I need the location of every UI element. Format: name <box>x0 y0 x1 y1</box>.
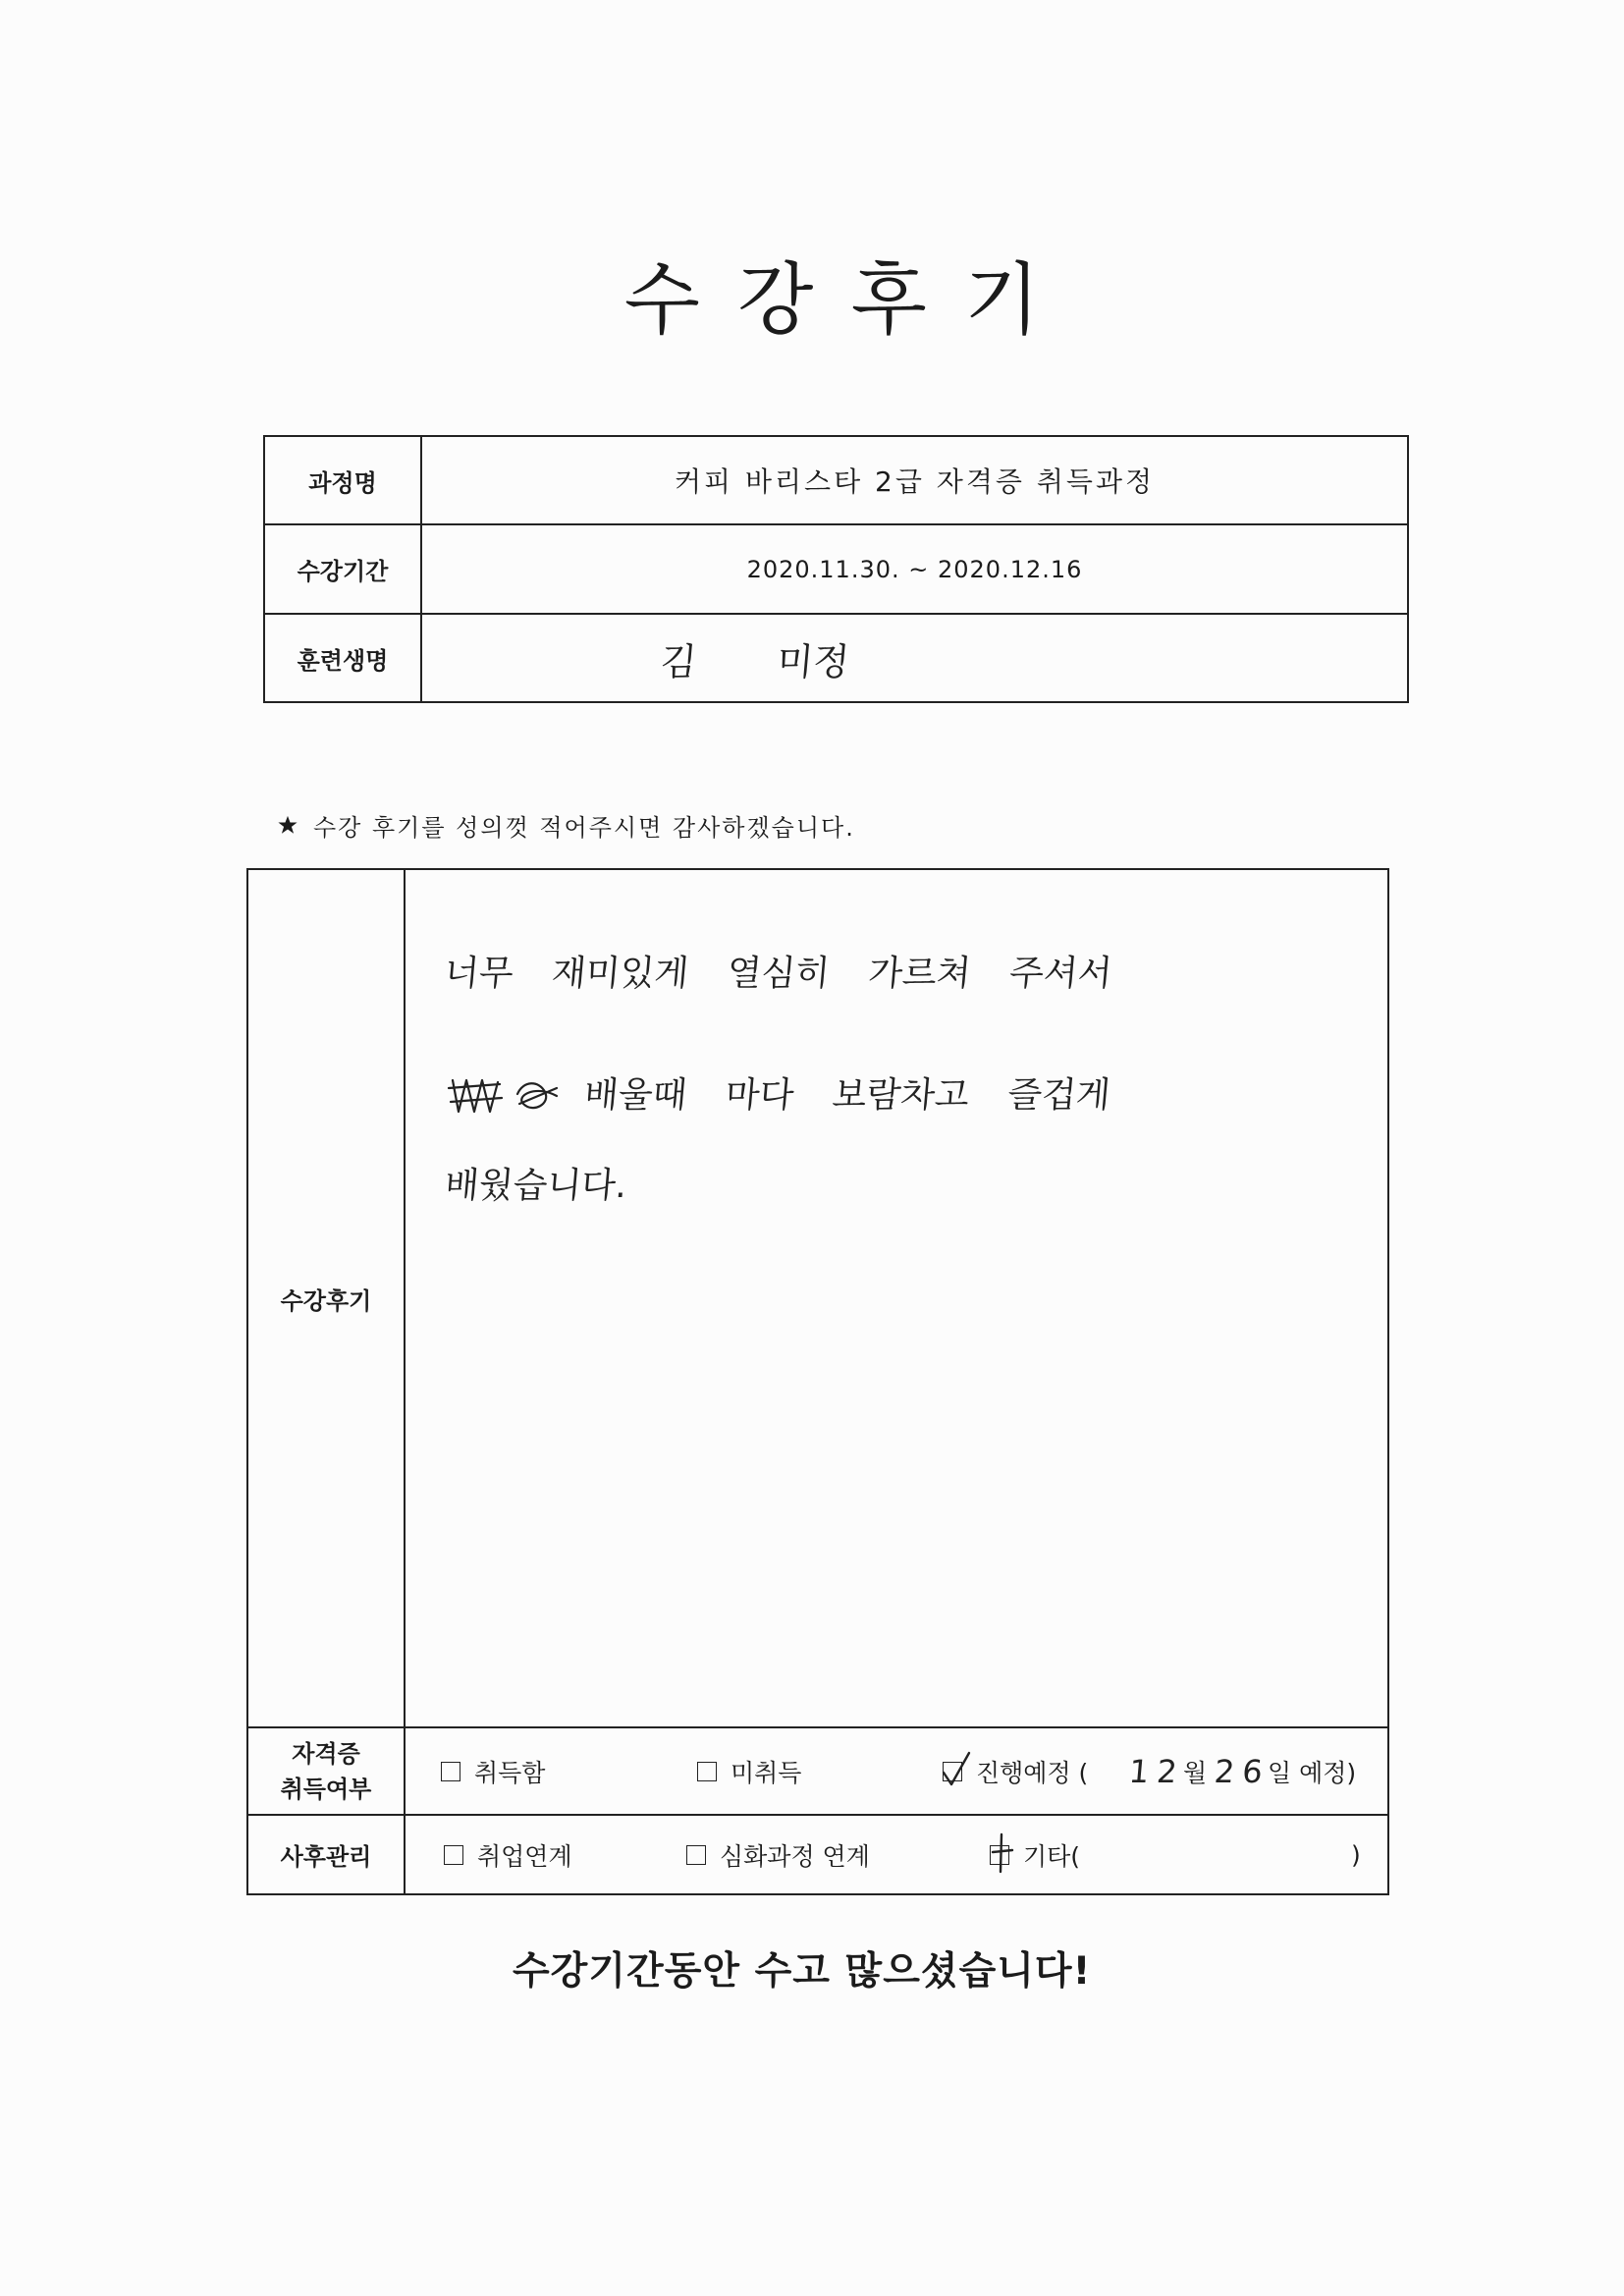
review-line-1: 너무 재미있게 열심히 가르쳐 주셔서 <box>443 954 1114 994</box>
option-job-link-label: 취업연계 <box>477 1841 572 1871</box>
course-period-value: 2020.11.30. ~ 2020.12.16 <box>422 525 1407 615</box>
option-acquired-label: 취득함 <box>474 1758 546 1787</box>
option-advanced-course <box>686 1837 870 1873</box>
option-not-acquired <box>697 1754 801 1789</box>
option-in-progress-label: 진행예정 ( <box>976 1758 1089 1787</box>
course-info-table <box>263 435 1409 703</box>
option-job-link <box>444 1837 572 1873</box>
certification-label <box>248 1728 406 1816</box>
planned-day-handwritten: 26 <box>1213 1752 1272 1790</box>
course-name-label: 과정명 <box>265 437 422 525</box>
option-in-progress <box>943 1754 1088 1789</box>
month-unit: 월 <box>1183 1758 1208 1787</box>
review-line-2: 배울때 마다 보람차고 즐겁게 <box>582 1075 1112 1116</box>
closing-message: 수강기간동안 수고 많으셨습니다! <box>513 1949 1092 1994</box>
checkbox-job-link <box>444 1845 463 1865</box>
checkbox-other <box>990 1845 1009 1865</box>
option-acquired <box>441 1754 545 1789</box>
notice-text: 수강 후기를 성의껏 적어주시면 감사하겠습니다. <box>313 813 855 842</box>
planned-month-handwritten: 12 <box>1127 1752 1187 1790</box>
review-line-3: 배웠습니다. <box>443 1166 629 1206</box>
review-notice <box>278 806 855 844</box>
aftercare-options <box>406 1816 1387 1893</box>
page-title: 수 강 후 기 <box>623 256 1049 344</box>
certification-label-line2: 취득여부 <box>280 1775 372 1803</box>
option-other-close-paren: ) <box>1351 1840 1361 1869</box>
star-icon <box>278 815 298 835</box>
checkbox-in-progress <box>943 1762 962 1781</box>
trainee-name-cell <box>422 615 1407 701</box>
course-period-label: 수강기간 <box>265 525 422 615</box>
trainee-name-label: 훈련생명 <box>265 615 422 701</box>
certification-label-line1: 자격증 <box>292 1739 360 1768</box>
review-body <box>406 870 1387 1728</box>
option-other <box>990 1837 1080 1873</box>
day-unit: 일 예정) <box>1268 1758 1357 1787</box>
option-advanced-course-label: 심화과정 연계 <box>720 1841 870 1871</box>
review-table <box>246 868 1389 1895</box>
option-not-acquired-label: 미취득 <box>731 1758 802 1787</box>
checkbox-acquired <box>441 1762 460 1781</box>
aftercare-label: 사후관리 <box>248 1816 406 1893</box>
trainee-name-handwritten: 김 미정 <box>658 639 851 683</box>
crossed-out-scribble <box>445 1074 563 1120</box>
review-label: 수강후기 <box>248 870 406 1728</box>
checkbox-advanced-course <box>686 1845 706 1865</box>
certification-options <box>406 1728 1387 1816</box>
course-name-value: 커피 바리스타 2급 자격증 취득과정 <box>422 437 1407 525</box>
option-other-label: 기타( <box>1023 1841 1081 1871</box>
checkbox-not-acquired <box>697 1762 717 1781</box>
